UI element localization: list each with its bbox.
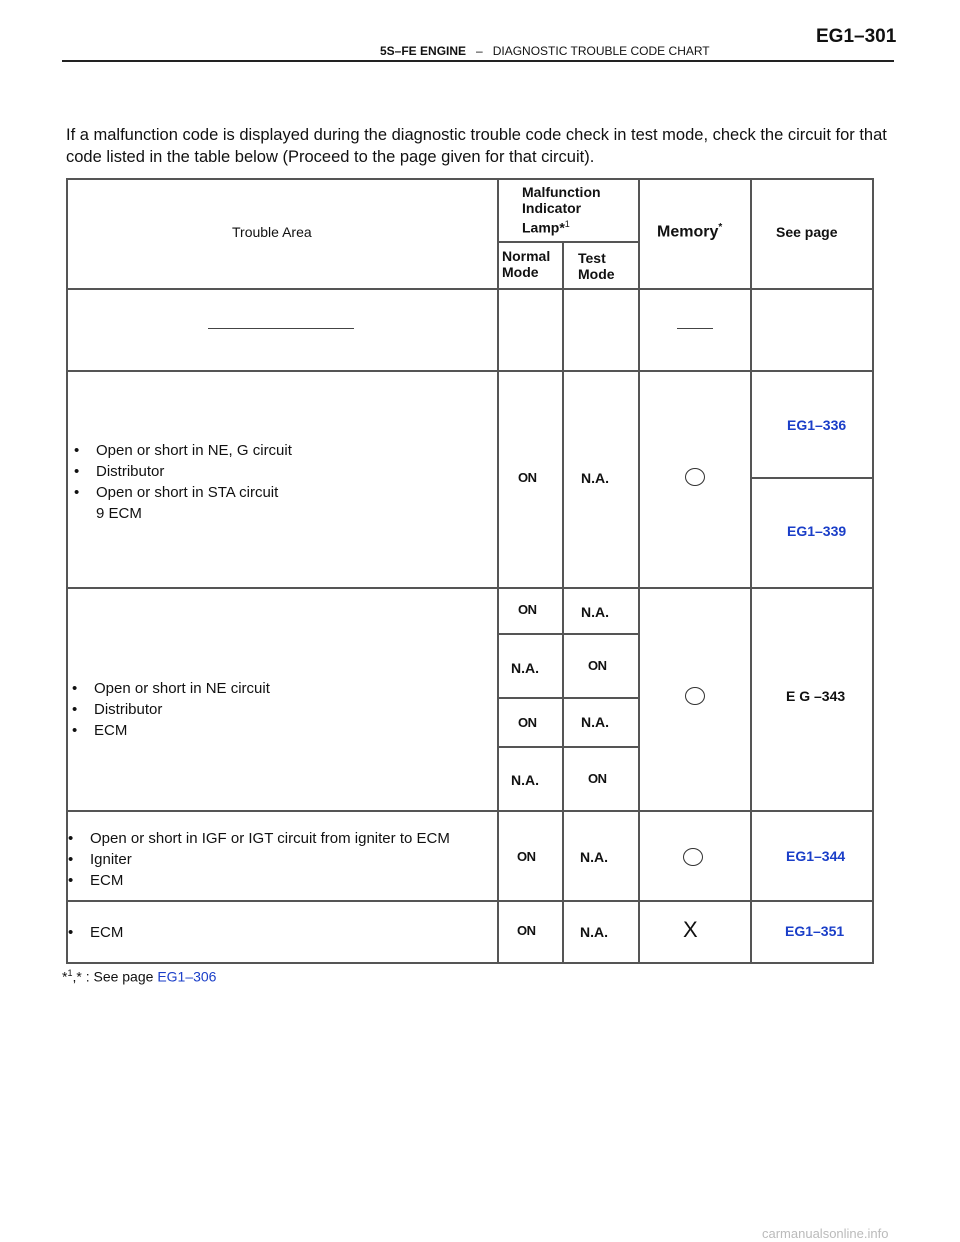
row-line-1: [66, 288, 874, 290]
row4-normal: ON: [517, 849, 536, 864]
head-trouble-area: Trouble Area: [232, 224, 312, 240]
head-see-page: See page: [776, 224, 838, 240]
chart-title: DIAGNOSTIC TROUBLE CODE CHART: [492, 44, 710, 58]
head-test-mode: Test Mode: [578, 250, 615, 282]
row2-trouble-list: • Open or short in NE, G circuit • Distributor • Open or short in STA circuit 9 ECM: [74, 442, 292, 522]
row2-page-split: [750, 477, 874, 479]
row2-test: N.A.: [581, 470, 609, 486]
row-line-2: [66, 370, 874, 372]
mil-sub-line: [497, 241, 640, 243]
row-line-3: [66, 587, 874, 589]
row3d-normal: N.A.: [511, 772, 539, 788]
head-normal-mode: Normal Mode: [502, 248, 551, 280]
col-line-seepage: [750, 178, 752, 964]
row-line-4: [66, 810, 874, 812]
row3-sub-line-3: [497, 746, 640, 748]
row4-page-link[interactable]: EG1–344: [786, 848, 846, 864]
row3a-test: N.A.: [581, 604, 609, 620]
row5-normal: ON: [517, 923, 536, 938]
header-section: [380, 44, 710, 58]
header-rule: [62, 60, 894, 62]
row4-test: N.A.: [580, 849, 608, 865]
head-memory: Memory*: [657, 222, 723, 241]
row2-normal: ON: [518, 470, 537, 485]
memory-cross-icon: X: [683, 917, 698, 942]
footnote: *$^1$,* : See page EG1–306: [62, 968, 217, 985]
memory-circle-icon: [685, 468, 705, 486]
page-code: EG1–301: [816, 26, 897, 47]
row3-trouble-list: • Open or short in NE circuit • Distributor • ECM: [72, 680, 270, 739]
head-mil: Malfunction Indicator Lamp*$^1$: [522, 184, 601, 236]
row3c-normal: ON: [518, 715, 537, 730]
row4-trouble-list: • Open or short in IGF or IGT circuit from igniter to ECM • Igniter • ECM: [68, 830, 450, 889]
row5-trouble-list: • ECM: [68, 924, 124, 941]
table-border-top: [66, 178, 874, 180]
row3-page: E G –343: [786, 688, 846, 704]
row2-page-link-b[interactable]: EG1–339: [787, 523, 847, 539]
header-dash: –: [476, 44, 483, 58]
col-line-memory: [638, 178, 640, 964]
row2-page-link-a[interactable]: EG1–336: [787, 417, 847, 433]
intro-text: If a malfunction code is displayed during the diagnostic trouble code check in test mode, check the circuit for that code listed in the table below (Proceed to the page given for that circuit).: [66, 126, 887, 166]
row3b-normal: N.A.: [511, 660, 539, 676]
engine-label: 5S–FE ENGINE: [380, 44, 467, 58]
memory-circle-icon: [683, 848, 703, 866]
row1-memory-dash: [677, 328, 713, 329]
row3-sub-line-1: [497, 633, 640, 635]
memory-circle-icon: [685, 687, 705, 705]
footnote-link[interactable]: EG1–306: [157, 968, 217, 985]
col-line-normal-test: [562, 242, 564, 964]
row3c-test: N.A.: [581, 714, 609, 730]
row5-page-link[interactable]: EG1–351: [785, 923, 845, 939]
row-line-5: [66, 900, 874, 902]
row5-test: N.A.: [580, 924, 608, 940]
table-border-bottom: [66, 962, 874, 964]
dtc-table: [66, 178, 874, 964]
row3a-normal: ON: [518, 602, 537, 617]
row3b-test: ON: [588, 658, 607, 673]
row3d-test: ON: [588, 771, 607, 786]
table-border-right: [872, 178, 874, 964]
row3-sub-line-2: [497, 697, 640, 699]
watermark: carmanualsonline.info: [762, 1226, 889, 1241]
row1-trouble-dash: [208, 328, 354, 329]
col-line-trouble: [497, 178, 499, 964]
